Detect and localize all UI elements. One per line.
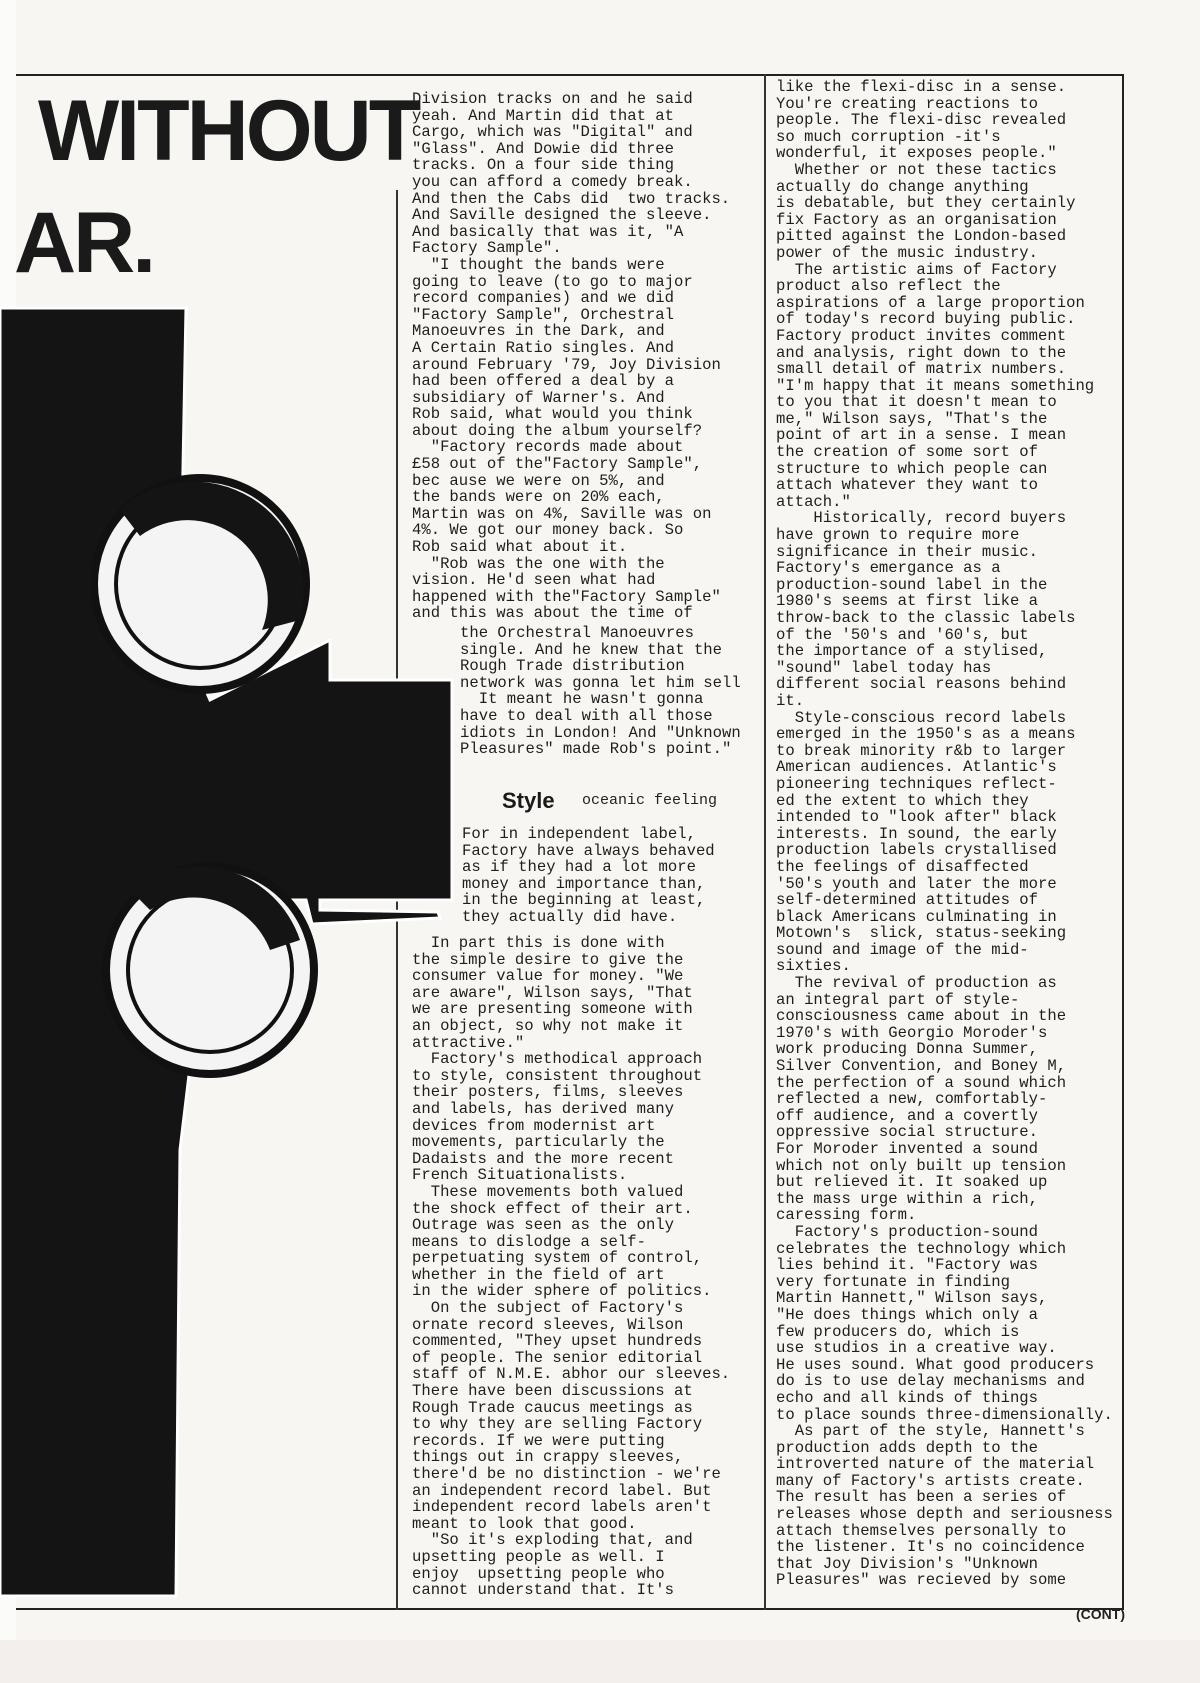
text-line: the bands were on 20% each, [412, 488, 665, 507]
text-line: production adds depth to the [776, 1438, 1039, 1457]
text-line: commented, "They upset hundreds [412, 1332, 703, 1351]
text-line: the mass urge within a rich, [776, 1189, 1039, 1208]
text-line: You're creating reactions to [776, 94, 1039, 113]
text-line: "Glass". And Dowie did three [412, 139, 675, 158]
text-line: work producing Donna Summer, [776, 1040, 1039, 1059]
text-line: perpetuating system of control, [412, 1249, 703, 1268]
text-line: use studios in a creative way. [776, 1339, 1057, 1358]
text-line: Factory's methodical approach [412, 1050, 703, 1069]
text-line: lies behind it. "Factory was [776, 1256, 1039, 1275]
text-line: He uses sound. What good producers [776, 1355, 1095, 1374]
text-line: "Rob was the one with the [412, 554, 665, 573]
text-line: to why they are selling Factory [412, 1415, 703, 1434]
text-line: meant to look that good. [412, 1514, 637, 1533]
text-line: black Americans culminating in [776, 907, 1057, 926]
text-line: "I'm happy that it means something [776, 376, 1095, 395]
text-line: pioneering techniques reflect- [776, 774, 1057, 793]
text-line: Motown's slick, status-seeking [776, 924, 1067, 943]
text-line: small detail of matrix numbers. [776, 360, 1067, 379]
text-line: ed the extent to which they [776, 791, 1029, 810]
text-line: do is to use delay mechanisms and [776, 1372, 1085, 1391]
text-line: The revival of production as [776, 974, 1057, 993]
text-line: had been offered a deal by a [412, 372, 675, 391]
text-line: Rough Trade caucus meetings as [412, 1398, 693, 1417]
text-line: tracks. On a four side thing [412, 156, 675, 175]
text-line: Cargo, which was "Digital" and [412, 123, 693, 142]
text-line: Historically, record buyers [776, 509, 1067, 528]
text-line: different social reasons behind [776, 675, 1067, 694]
text-line: devices from modernist art [412, 1116, 656, 1135]
text-line: attractive." [412, 1033, 525, 1052]
text-line: "I thought the bands were [412, 255, 665, 274]
text-line: to place sounds three-dimensionally. [776, 1405, 1113, 1424]
text-line: self-determined attitudes of [776, 891, 1039, 910]
text-line: The result has been a series of [776, 1488, 1067, 1507]
text-line: Whether or not these tactics [776, 160, 1057, 179]
text-line: For Moroder invented a sound [776, 1140, 1039, 1158]
text-line: Martin Hannett," Wilson says, [776, 1289, 1048, 1308]
text-line: the Orchestral Manoeuvres [460, 624, 694, 642]
text-line: reflected a new, comfortably- [776, 1090, 1048, 1109]
text-line: an object, so why not make it [412, 1016, 684, 1035]
headline-line-1: WITHOUT [38, 83, 419, 179]
style-subheading: oceanic feeling [582, 792, 718, 809]
text-line: "So it's exploding that, and [412, 1531, 693, 1550]
text-line: French Situationalists. [412, 1166, 628, 1185]
text-line: Rob said what about it. [412, 538, 628, 557]
text-line: Dadaists and the more recent [412, 1149, 675, 1168]
text-line: whether in the field of art [412, 1265, 665, 1284]
text-line: pitted against the London-based [776, 227, 1067, 246]
text-line: that Joy Division's "Unknown [776, 1554, 1039, 1573]
text-line: in the wider sphere of politics. [412, 1282, 712, 1301]
text-line: the feelings of disaffected [776, 857, 1029, 876]
text-line: aspirations of a large proportion [776, 293, 1085, 312]
text-line: network was gonna let him sell [460, 673, 741, 692]
text-line: attach themselves personally to [776, 1521, 1067, 1540]
text-line: very fortunate in finding [776, 1272, 1010, 1291]
text-line: throw-back to the classic labels [776, 609, 1076, 627]
text-line: happened with the"Factory Sample" [412, 587, 721, 606]
text-line: around February '79, Joy Division [412, 355, 721, 374]
text-line: and analysis, right down to the [776, 343, 1067, 362]
text-line: means to dislodge a self- [412, 1232, 646, 1251]
style-heading: Style [502, 788, 555, 813]
text-line: upsetting people as well. I [412, 1547, 665, 1566]
text-line: Rough Trade distribution [460, 657, 685, 676]
text-line: to break minority r&b to larger [776, 741, 1067, 760]
column-2-body [776, 79, 1113, 1589]
text-line: Factory product invites comment [776, 326, 1067, 345]
text-line: independent record labels aren't [412, 1498, 712, 1517]
text-line: Style-conscious record labels [776, 708, 1067, 727]
text-line: On the subject of Factory's [412, 1299, 684, 1318]
text-line: it. [776, 691, 805, 710]
text-line: attach whatever they want to [776, 476, 1039, 495]
text-line: like the flexi-disc in a sense. [776, 78, 1067, 96]
text-line: For in independent label, [462, 825, 696, 843]
text-line: These movements both valued [412, 1182, 684, 1201]
text-line: me," Wilson says, "That's the [776, 409, 1048, 428]
text-line: many of Factory's artists create. [776, 1471, 1085, 1490]
text-line: "Factory records made about [412, 438, 684, 457]
text-line: caressing form. [776, 1206, 917, 1225]
text-line: fix Factory as an organisation [776, 210, 1057, 229]
text-line: Pleasures" made Rob's point." [460, 740, 732, 759]
text-line: And basically that was it, "A [412, 222, 684, 241]
text-line: in the beginning at least, [462, 891, 706, 910]
text-line: '50's youth and later the more [776, 874, 1057, 893]
scan-edge [0, 1640, 1200, 1683]
text-line: "Factory Sample", Orchestral [412, 305, 675, 324]
text-line: an independent record label. But [412, 1481, 712, 1500]
column-1-intro [462, 826, 715, 926]
text-line: but relieved it. It soaked up [776, 1173, 1048, 1192]
text-line: people. The flexi-disc revealed [776, 111, 1067, 130]
illustration-shape [0, 308, 452, 1596]
column-rule-right [764, 74, 766, 1610]
text-line: wonderful, it exposes people." [776, 144, 1057, 163]
text-line: to you that it doesn't mean to [776, 393, 1057, 412]
text-line: releases whose depth and seriousness [776, 1505, 1113, 1524]
text-line: emerged in the 1950's as a means [776, 725, 1076, 744]
text-line: production-sound label in the [776, 575, 1048, 594]
text-line: idiots in London! And "Unknown [460, 723, 741, 742]
text-line: A Certain Ratio singles. And [412, 338, 675, 357]
text-line: 1980's seems at first like a [776, 592, 1039, 611]
text-line: the creation of some sort of [776, 443, 1039, 462]
text-line: of today's record buying public. [776, 310, 1076, 329]
text-line: consumer value for money. "We [412, 967, 684, 986]
text-line: Factory have always behaved [462, 841, 715, 860]
text-line: ornate record sleeves, Wilson [412, 1315, 684, 1334]
text-line: Division tracks on and he said [412, 90, 693, 108]
text-line: introverted nature of the material [776, 1455, 1095, 1474]
text-line: their posters, films, sleeves [412, 1083, 684, 1102]
text-line: interests. In sound, the early [776, 824, 1057, 843]
factory-illustration [0, 300, 470, 1600]
text-line: consciousness came about in the [776, 1007, 1067, 1026]
text-line: have to deal with all those [460, 706, 713, 725]
text-line: Pleasures" was recieved by some [776, 1571, 1067, 1590]
text-line: As part of the style, Hannett's [776, 1422, 1085, 1441]
text-line: point of art in a sense. I mean [776, 426, 1067, 445]
text-line: there'd be no distinction - we're [412, 1465, 721, 1483]
text-line: It meant he wasn't gonna [460, 690, 704, 709]
text-line: "He does things which only a [776, 1305, 1039, 1324]
column-1-wrap [460, 625, 741, 758]
text-line: have grown to require more [776, 526, 1020, 545]
text-line: Manoeuvres in the Dark, and [412, 322, 665, 341]
text-line: actually do change anything [776, 177, 1029, 196]
text-line: an integral part of style- [776, 990, 1020, 1009]
text-line: Silver Convention, and Boney M, [776, 1057, 1067, 1076]
text-line: echo and all kinds of things [776, 1388, 1039, 1407]
text-line: £58 out of the"Factory Sample", [412, 455, 703, 474]
text-line: and labels, has derived many [412, 1099, 675, 1118]
text-line: as if they had a lot more [462, 858, 696, 877]
text-line: the perfection of a sound which [776, 1073, 1067, 1092]
text-line: product also reflect the [776, 277, 1001, 296]
text-line: bec ause we were on 5%, and [412, 471, 665, 490]
column-1-body [412, 935, 730, 1599]
text-line: so much corruption -it's [776, 127, 1001, 146]
text-line: you can afford a comedy break. [412, 172, 693, 191]
text-line: vision. He'd seen what had [412, 571, 656, 590]
text-line: the simple desire to give the [412, 950, 684, 969]
column-1-top [412, 91, 730, 622]
text-line: we are presenting someone with [412, 1000, 693, 1019]
text-line: is debatable, but they certainly [776, 194, 1076, 213]
text-line: sixties. [776, 957, 851, 976]
text-line: records. If we were putting [412, 1431, 665, 1450]
text-line: The artistic aims of Factory [776, 260, 1057, 279]
text-line: the importance of a stylised, [776, 642, 1048, 661]
text-line: of people. The senior editorial [412, 1348, 703, 1367]
text-line: of the '50's and '60's, but [776, 625, 1029, 644]
text-line: few producers do, which is [776, 1322, 1020, 1341]
text-line: yeah. And Martin did that at [412, 106, 675, 125]
text-line: and this was about the time of [412, 604, 693, 623]
text-line: attach." [776, 492, 851, 511]
text-line: And Saville designed the sleeve. [412, 206, 712, 225]
text-line: the shock effect of their art. [412, 1199, 693, 1218]
text-line: about doing the album yourself? [412, 421, 703, 440]
text-line: Rob said, what would you think [412, 405, 693, 424]
text-line: to style, consistent throughout [412, 1066, 703, 1085]
text-line: going to leave (to go to major [412, 272, 693, 291]
text-line: Outrage was seen as the only [412, 1216, 675, 1235]
text-line: things out in crappy sleeves, [412, 1448, 684, 1467]
text-line: movements, particularly the [412, 1133, 665, 1152]
text-line: the listener. It's no coincidence [776, 1538, 1085, 1557]
text-line: production labels crystallised [776, 841, 1057, 860]
text-line: There have been discussions at [412, 1382, 693, 1401]
text-line: structure to which people can [776, 459, 1048, 478]
text-line: which not only built up tension [776, 1156, 1067, 1175]
headline-line-2: AR. [14, 195, 154, 291]
text-line: Factory's emergance as a [776, 559, 1001, 578]
text-line: single. And he knew that the [460, 640, 723, 659]
text-line: Martin was on 4%, Saville was on [412, 504, 712, 523]
text-line: Factory Sample". [412, 239, 562, 258]
text-line: American audiences. Atlantic's [776, 758, 1057, 777]
text-line: In part this is done with [412, 934, 665, 952]
text-line: significance in their music. [776, 542, 1039, 561]
text-line: cannot understand that. It's [412, 1581, 675, 1600]
continued-marker: (CONT) [1076, 1606, 1125, 1622]
text-line: Factory's production-sound [776, 1222, 1039, 1241]
text-line: they actually did have. [462, 907, 678, 926]
text-line: 4%. We got our money back. So [412, 521, 684, 540]
text-line: subsidiary of Warner's. And [412, 388, 665, 407]
text-line: money and importance than, [462, 874, 706, 893]
text-line: celebrates the technology which [776, 1239, 1067, 1258]
text-line: are aware", Wilson says, "That [412, 983, 693, 1002]
text-line: staff of N.M.E. abhor our sleeves. [412, 1365, 731, 1384]
text-line: 1970's with Georgio Moroder's [776, 1023, 1048, 1042]
text-line: sound and image of the mid- [776, 940, 1029, 959]
text-line: power of the music industry. [776, 243, 1039, 262]
text-line: And then the Cabs did two tracks. [412, 189, 731, 208]
text-line: oppressive social structure. [776, 1123, 1039, 1142]
text-line: off audience, and a covertly [776, 1106, 1039, 1125]
text-line: "sound" label today has [776, 658, 992, 677]
text-line: record companies) and we did [412, 289, 675, 308]
text-line: intended to "look after" black [776, 808, 1057, 827]
text-line: enjoy upsetting people who [412, 1564, 665, 1583]
